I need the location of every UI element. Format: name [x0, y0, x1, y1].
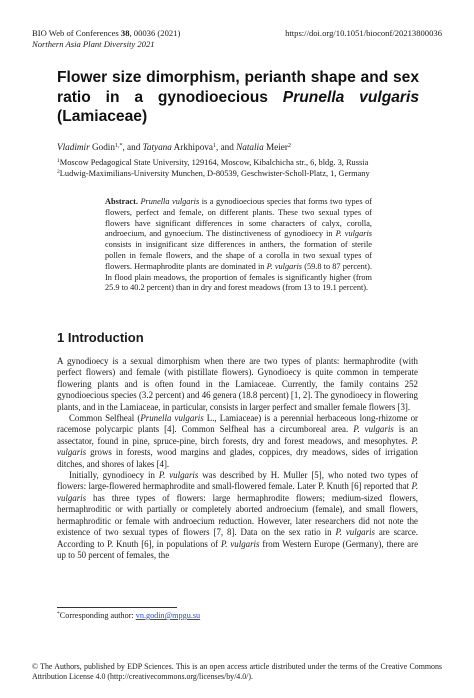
footnote-divider — [57, 607, 177, 608]
paper-title: Flower size dimorphism, perianth shape and sex ratio in a gynodioecious Prunella vulgaris (Lamiaceae) — [57, 69, 419, 125]
abstract: Abstract. Prunella vulgaris is a gynodioecious species that forms two types of flowers, perfect and female, on different plants. These two sexual types of flowers have significant differences in some characters of calyx, corolla, androecium, and gynoecium. The distinctiveness of gynodioecy in P. vulgaris consists in insignificant size differences in anthers, the formation of sterile pollen in female flowers, and the shape of a corolla in two sexual types of flowers. Hermaphrodite plants are dominated in P. vulgaris (59.8 to 87 percent). In flood plain meadows, the proportion of females is significantly higher (from 25.9 to 40.2 percent) than in dry and forest meadows (from 13 to 19.1 percent). — [105, 197, 373, 293]
doi-link[interactable]: https://doi.org/10.1051/bioconf/20213800036 — [285, 28, 442, 38]
author-email-link[interactable]: vn.godin@mpgu.su — [135, 611, 201, 620]
journal-citation: BIO Web of Conferences 38, 00036 (2021) — [32, 28, 181, 38]
conference-name: Northern Asia Plant Diversity 2021 — [32, 39, 155, 49]
affiliations — [57, 157, 370, 179]
body-text — [57, 356, 418, 561]
abstract-label: Abstract. — [105, 197, 138, 206]
license-footer: © The Authors, published by EDP Sciences. This is an open access article distributed under the terms of the Creative Commons Attribution License 4.0 (http://creativecommons.org/licenses/by/4.0/). — [32, 662, 442, 681]
paragraph: A gynodioecy is a sexual dimorphism when there are two types of plants: hermaphrodite (with perfect flowers) and female (with pistillate flowers). Gynodioecy is quite common in temperate flowering plants and is often found in the Lamiaceae. Currently, the family contains 252 gynodioecious species (3.2 percent) and 46 genera (18.8 percent) [1, 2]. The gynodioecy in flowering plants, and in the Lamiaceae, in particular, consists in larger perfect and smaller female flowers [3]. — [57, 356, 418, 412]
paragraph: Initially, gynodioecy in P. vulgaris was described by H. Muller [5], who noted two types of flowers: large-flowered hermaphrodite and small-flowered female. Later P. Knuth [6] reported that P. vulgaris has three types of flowers: large hermaphrodite flowers; medium-sized flowers, hermaphroditic or with partially or completely aborted androecium (female), and small flowers, hermaphroditic or female with androecium reduction. However, later researchers did not note the existence of two sexual types of flowers [7, 8]. Data on the sex ratio in P. vulgaris are scarce. According to P. Knuth [6], in populations of P. vulgaris from Western Europe (Germany), there are up to 50 percent of females, the — [57, 470, 419, 560]
affiliation-2: $^2$Ludwig-Maximilians-University Munchen, D-80539, Geschwister-Scholl-Platz, 1, Germany — [57, 169, 370, 178]
author-list: Vladimir Godin$^{1,*}$, and Tatyana Arkhipova$^1$, and Natalia Meier$^2$ — [57, 142, 291, 152]
section-heading: 1 Introduction — [57, 330, 144, 345]
affiliation-1: $^1$Moscow Pedagogical State University, 129164, Moscow, Kibalchicha str., 6, bldg. 3, Russia — [57, 158, 369, 167]
footnote: *Corresponding author: vn.godin@mpgu.su — [57, 611, 201, 620]
running-header — [32, 28, 180, 50]
paragraph: Common Selfheal (Prunella vulgaris L., Lamiaceae) is a perennial herbaceous long-rhizome or racemose polycarpic plants [4]. Common Selfheal has a circumboreal area. P. vulgaris is an assectator, found in pine, spruce-pine, birch forests, dry and forest meadows, and mesophytes. P. vulgaris grows in forests, wood margins and glades, coppices, dry meadows, sides of irrigation ditches, and shores of lakes [4]. — [57, 413, 418, 469]
